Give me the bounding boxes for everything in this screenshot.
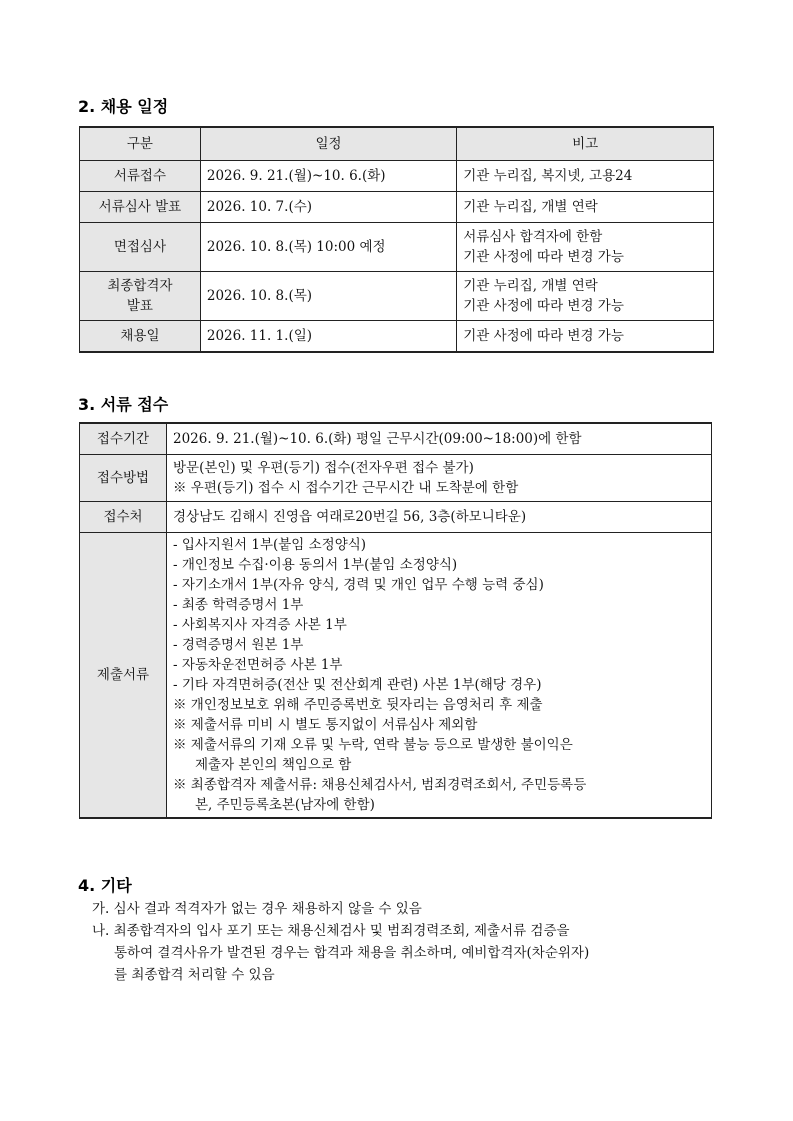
method-value — [167, 455, 712, 502]
header-schedule: 일정 — [200, 127, 456, 161]
docs-line: - 기타 자격면허증(전산 및 전산회계 관련) 사본 1부(해당 경우) — [173, 677, 542, 693]
docs-line: 제출자 본인의 책임으로 함 — [195, 757, 352, 773]
row-label — [80, 272, 201, 321]
schedule-header-row — [80, 127, 714, 161]
note-line: 기관 누리집, 개별 연락 — [463, 278, 598, 294]
row-note: 기관 사정에 따라 변경 가능 — [457, 321, 714, 353]
table-row — [80, 223, 714, 272]
label-line: 발표 — [126, 298, 153, 314]
period-value: 2026. 9. 21.(월)~10. 6.(화) 평일 근무시간(09:00~18:00)에 한함 — [167, 423, 712, 455]
row-label: 면접심사 — [80, 223, 201, 272]
method-label: 접수방법 — [80, 455, 167, 502]
docs-line: ※ 제출서류 미비 시 별도 통지없이 서류심사 제외함 — [173, 717, 478, 733]
place-value: 경상남도 김해시 진영읍 여래로20번길 56, 3층(하모니타운) — [167, 502, 712, 533]
row-schedule: 2026. 10. 7.(수) — [200, 192, 456, 223]
table-row — [80, 272, 714, 321]
row-note: 기관 누리집, 복지넷, 고용24 — [457, 161, 714, 192]
etc-item: 나. 최종합격자의 입사 포기 또는 채용신체검사 및 범죄경력조회, 제출서류 검증을 — [92, 923, 570, 939]
table-row — [80, 423, 712, 455]
table-row — [80, 533, 712, 819]
section-3-title: 3. 서류 접수 — [78, 395, 169, 414]
row-label: 서류접수 — [80, 161, 201, 192]
row-note: 기관 누리집, 개별 연락 — [457, 192, 714, 223]
row-note — [457, 223, 714, 272]
docs-label: 제출서류 — [80, 533, 167, 819]
etc-list — [92, 898, 589, 986]
method-line: 방문(본인) 및 우편(등기) 접수(전자우편 접수 불가) — [173, 460, 474, 476]
schedule-table — [79, 126, 714, 353]
docs-line: - 개인정보 수집·이용 동의서 1부(붙임 소정양식) — [173, 557, 458, 573]
place-label: 접수처 — [80, 502, 167, 533]
docs-line: - 자기소개서 1부(자유 양식, 경력 및 개인 업무 수행 능력 중심) — [173, 577, 544, 593]
docs-line: - 경력증명서 원본 1부 — [173, 637, 304, 653]
table-row — [80, 321, 714, 353]
etc-item: 가. 심사 결과 적격자가 없는 경우 채용하지 않을 수 있음 — [92, 901, 422, 917]
row-label: 채용일 — [80, 321, 201, 353]
row-schedule: 2026. 9. 21.(월)~10. 6.(화) — [200, 161, 456, 192]
method-line: ※ 우편(등기) 접수 시 접수기간 근무시간 내 도착분에 한함 — [173, 480, 519, 496]
docs-line: - 입사지원서 1부(붙임 소정양식) — [173, 537, 367, 553]
table-row — [80, 161, 714, 192]
etc-item-continuation: 를 최종합격 처리할 수 있음 — [114, 967, 275, 983]
row-schedule: 2026. 11. 1.(일) — [200, 321, 456, 353]
note-line: 기관 사정에 따라 변경 가능 — [463, 249, 624, 265]
table-row — [80, 502, 712, 533]
docs-line: - 최종 학력증명서 1부 — [173, 597, 304, 613]
docs-line: ※ 개인정보보호 위해 주민증록번호 뒷자리는 음영처리 후 제출 — [173, 697, 543, 713]
label-line: 최종합격자 — [107, 278, 173, 294]
note-line: 서류심사 합격자에 한함 — [463, 229, 603, 245]
table-row — [80, 192, 714, 223]
docs-line: - 사회복지사 자격증 사본 1부 — [173, 617, 347, 633]
row-note — [457, 272, 714, 321]
section-2-title: 2. 채용 일정 — [78, 97, 169, 116]
docs-line: ※ 최종합격자 제출서류: 채용신체검사서, 범죄경력조회서, 주민등록등 — [173, 777, 587, 793]
docs-line: ※ 제출서류의 기재 오류 및 누락, 연락 불능 등으로 발생한 불이익은 — [173, 737, 573, 753]
row-schedule: 2026. 10. 8.(목) 10:00 예정 — [200, 223, 456, 272]
docs-list — [167, 533, 712, 819]
table-row — [80, 455, 712, 502]
submission-table — [79, 422, 712, 819]
row-schedule: 2026. 10. 8.(목) — [200, 272, 456, 321]
docs-line: 본, 주민등록초본(남자에 한함) — [195, 797, 375, 813]
docs-line: - 자동차운전면허증 사본 1부 — [173, 657, 343, 673]
note-line: 기관 사정에 따라 변경 가능 — [463, 298, 624, 314]
header-category: 구분 — [80, 127, 201, 161]
section-4-title: 4. 기타 — [78, 876, 132, 895]
etc-item-continuation: 통하여 결격사유가 발견된 경우는 합격과 채용을 취소하며, 예비합격자(차순위자) — [114, 945, 590, 961]
period-label: 접수기간 — [80, 423, 167, 455]
row-label: 서류심사 발표 — [80, 192, 201, 223]
header-note: 비고 — [457, 127, 714, 161]
